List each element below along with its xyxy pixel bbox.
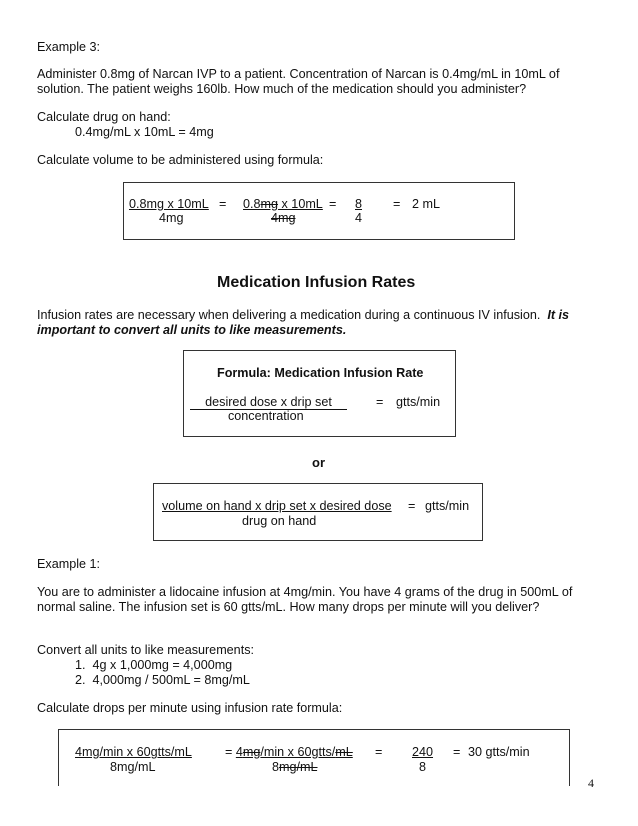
ex1-numerator-3: 240 <box>412 745 434 759</box>
formula2-denominator: drug on hand <box>242 514 317 528</box>
ex1-numerator-2: = 4mg/min x 60gtts/mL <box>225 745 353 759</box>
formula1-result: gtts/min <box>396 395 441 409</box>
page-number: 4 <box>588 776 594 790</box>
ex3-numerator-1: 0.8mg x 10mL <box>129 197 209 211</box>
example3-text-line2: solution. The patient weighs 160lb. How much of the medication should you administer? <box>37 82 527 96</box>
calc-drops-label: Calculate drops per minute using infusion rate formula: <box>37 701 343 715</box>
ex1-denominator-3: 8 <box>419 760 427 774</box>
step-2: 2. 4,000mg / 500mL = 8mg/mL <box>75 673 250 687</box>
ex1-numerator-1: 4mg/min x 60gtts/mL <box>75 745 192 759</box>
formula-box-infusion-rate <box>183 350 456 437</box>
formula2-result: gtts/min <box>425 499 470 513</box>
ex3-denominator-2: 4mg <box>271 211 296 225</box>
example1-text-line1: You are to administer a lidocaine infusion at 4mg/min. You have 4 grams of the drug in 500mL of <box>37 585 573 599</box>
ex3-numerator-2: 0.8mg x 10mL <box>243 197 323 211</box>
example1-text-line2: normal saline. The infusion set is 60 gtts/mL. How many drops per minute will you deliver? <box>37 600 540 614</box>
ex1-result: 30 gtts/min <box>468 745 530 759</box>
calc-on-hand-value: 0.4mg/mL x 10mL = 4mg <box>75 125 214 139</box>
ex3-result: 2 mL <box>412 197 440 211</box>
ex1-denominator-1: 8mg/mL <box>110 760 156 774</box>
formula2-equals: = <box>408 499 416 513</box>
example3-text-line1: Administer 0.8mg of Narcan IVP to a patient. Concentration of Narcan is 0.4mg/mL in 10mL of <box>37 67 560 81</box>
ex3-equals-2: = <box>329 197 337 211</box>
ex3-equals-1: = <box>219 197 227 211</box>
ex1-denominator-2: 8mg/mL <box>272 760 318 774</box>
section-intro-line2: important to convert all units to like measurements. <box>37 323 347 337</box>
calc-on-hand-label: Calculate drug on hand: <box>37 110 171 124</box>
section-intro-line1: Infusion rates are necessary when delivering a medication during a continuous IV infusion. It is <box>37 308 570 322</box>
formula1-numerator: desired dose x drip set <box>190 395 347 410</box>
example3-title: Example 3: <box>37 40 100 54</box>
formula1-equals: = <box>376 395 384 409</box>
or-separator: or <box>312 455 325 470</box>
ex3-denominator-3: 4 <box>355 211 363 225</box>
example1-title: Example 1: <box>37 557 100 571</box>
formula1-denominator: concentration <box>228 409 304 423</box>
ex1-equals-2: = <box>375 745 383 759</box>
section-heading: Medication Infusion Rates <box>217 274 416 291</box>
ex3-denominator-1: 4mg <box>159 211 184 225</box>
formula2-numerator: volume on hand x drip set x desired dose <box>162 499 392 513</box>
ex3-equals-3: = <box>393 197 401 211</box>
formula-box-title: Formula: Medication Infusion Rate <box>217 366 424 380</box>
ex3-numerator-3: 8 <box>355 197 363 211</box>
ex1-equals-3: = <box>453 745 461 759</box>
calc-volume-label: Calculate volume to be administered using formula: <box>37 153 324 167</box>
step-1: 1. 4g x 1,000mg = 4,000mg <box>75 658 233 672</box>
convert-label: Convert all units to like measurements: <box>37 643 254 657</box>
